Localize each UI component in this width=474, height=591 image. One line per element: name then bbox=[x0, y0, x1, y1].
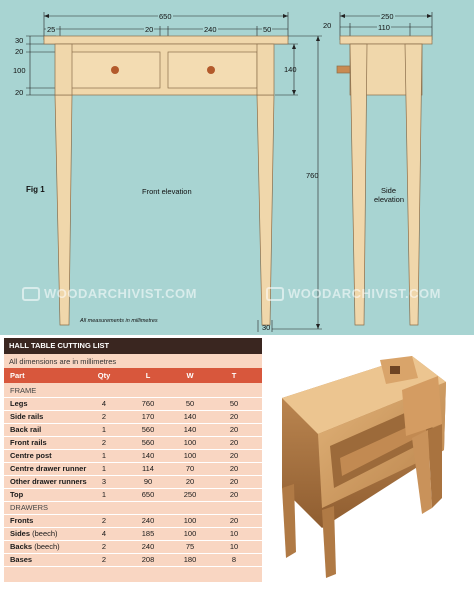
dim-rail-20: 20 bbox=[15, 47, 24, 56]
watermark-logo-icon bbox=[266, 287, 284, 301]
dim-drawer-width: 240 bbox=[204, 25, 217, 34]
length-cell: 650 bbox=[141, 490, 155, 499]
width-cell: 140 bbox=[183, 412, 197, 421]
qty-cell: 2 bbox=[101, 555, 107, 564]
part-cell: Side rails bbox=[10, 412, 44, 421]
section-label: FRAME bbox=[10, 386, 37, 395]
drawer-knob-left bbox=[111, 66, 119, 74]
table-row bbox=[4, 437, 262, 450]
length-cell: 114 bbox=[142, 464, 154, 473]
length-cell: 208 bbox=[141, 555, 155, 564]
width-cell: 75 bbox=[185, 542, 195, 551]
part-cell: Other drawer runners bbox=[10, 477, 87, 486]
table-row bbox=[4, 541, 262, 554]
dim-gap: 20 bbox=[145, 25, 154, 34]
table-row bbox=[4, 554, 262, 567]
header-width: W bbox=[186, 371, 194, 380]
cutting-list-header bbox=[4, 368, 262, 383]
qty-cell: 2 bbox=[101, 542, 107, 551]
dim-drawer-height: 100 bbox=[13, 66, 26, 75]
qty-cell: 3 bbox=[101, 477, 107, 486]
header-length: L bbox=[145, 371, 151, 380]
length-cell: 140 bbox=[141, 451, 155, 460]
header-part: Part bbox=[10, 371, 25, 380]
width-cell: 180 bbox=[183, 555, 197, 564]
watermark-right: WOODARCHIVIST.COM bbox=[266, 286, 441, 301]
qty-cell: 2 bbox=[101, 516, 107, 525]
qty-cell: 1 bbox=[101, 490, 107, 499]
watermark-logo-icon bbox=[22, 287, 40, 301]
dim-top-thickness: 30 bbox=[15, 36, 24, 45]
length-cell: 170 bbox=[141, 412, 155, 421]
width-cell: 100 bbox=[183, 516, 197, 525]
table-photo bbox=[262, 338, 474, 586]
table-row bbox=[4, 476, 262, 489]
dim-apron-height: 140 bbox=[284, 65, 297, 74]
part-cell: Sides (beech) bbox=[10, 529, 58, 538]
watermark-left: WOODARCHIVIST.COM bbox=[22, 286, 197, 301]
part-cell: Fronts bbox=[10, 516, 34, 525]
header-qty: Qty bbox=[97, 371, 111, 380]
dim-total-height: 760 bbox=[306, 171, 319, 180]
header-thickness: T bbox=[231, 371, 237, 380]
thickness-cell: 20 bbox=[229, 412, 239, 421]
qty-cell: 2 bbox=[101, 438, 107, 447]
measurement-note: All measurements in millimetres bbox=[80, 318, 158, 324]
table-row bbox=[4, 515, 262, 528]
dim-rail-bottom: 20 bbox=[15, 88, 24, 97]
front-elevation-caption: Front elevation bbox=[142, 187, 192, 196]
length-cell: 185 bbox=[141, 529, 155, 538]
length-cell: 560 bbox=[141, 425, 155, 434]
length-cell: 90 bbox=[143, 477, 153, 486]
part-note: (beech) bbox=[32, 529, 58, 538]
thickness-cell: 10 bbox=[229, 542, 239, 551]
length-cell: 240 bbox=[141, 542, 155, 551]
drawer-knob-right bbox=[207, 66, 215, 74]
dim-left-offset: 25 bbox=[47, 25, 56, 34]
qty-cell: 4 bbox=[101, 529, 107, 538]
thickness-cell: 20 bbox=[229, 451, 239, 460]
part-cell: Top bbox=[10, 490, 24, 499]
part-note: (beech) bbox=[34, 542, 60, 551]
dim-overall-width: 650 bbox=[159, 12, 172, 21]
width-cell: 50 bbox=[185, 399, 195, 408]
dim-side-inner: 110 bbox=[378, 23, 390, 32]
part-cell: Bases bbox=[10, 555, 33, 564]
qty-cell: 1 bbox=[101, 425, 107, 434]
width-cell: 70 bbox=[185, 464, 195, 473]
table-row bbox=[4, 398, 262, 411]
cutting-list-subtitle: All dimensions are in millimetres bbox=[9, 357, 117, 366]
length-cell: 760 bbox=[141, 399, 155, 408]
thickness-cell: 20 bbox=[229, 477, 239, 486]
table-photo-illustration bbox=[262, 338, 474, 586]
qty-cell: 1 bbox=[101, 451, 107, 460]
part-cell: Centre post bbox=[10, 451, 52, 460]
table-row bbox=[4, 424, 262, 437]
thickness-cell: 20 bbox=[229, 425, 239, 434]
width-cell: 140 bbox=[183, 425, 197, 434]
qty-cell: 2 bbox=[101, 412, 107, 421]
dim-side-depth: 250 bbox=[381, 12, 394, 21]
part-cell: Legs bbox=[10, 399, 28, 408]
figure-label: Fig 1 bbox=[26, 185, 45, 194]
section-label: DRAWERS bbox=[10, 503, 49, 512]
part-cell: Centre drawer runner bbox=[10, 464, 87, 473]
dim-right-offset: 50 bbox=[263, 25, 272, 34]
width-cell: 250 bbox=[183, 490, 197, 499]
thickness-cell: 8 bbox=[231, 555, 237, 564]
width-cell: 100 bbox=[183, 529, 197, 538]
section-heading bbox=[4, 385, 262, 398]
dim-leg-foot: 30 bbox=[262, 323, 271, 332]
dim-side-overhang: 20 bbox=[323, 21, 332, 30]
width-cell: 20 bbox=[185, 477, 195, 486]
length-cell: 560 bbox=[141, 438, 155, 447]
table-row bbox=[4, 411, 262, 424]
cutting-list bbox=[4, 338, 262, 582]
side-caption-line2: elevation bbox=[374, 195, 405, 204]
length-cell: 240 bbox=[141, 516, 155, 525]
thickness-cell: 20 bbox=[229, 438, 239, 447]
part-cell: Back rail bbox=[10, 425, 42, 434]
thickness-cell: 20 bbox=[229, 464, 239, 473]
width-cell: 100 bbox=[183, 451, 197, 460]
section-heading bbox=[4, 502, 262, 515]
thickness-cell: 10 bbox=[229, 529, 239, 538]
thickness-cell: 20 bbox=[229, 490, 239, 499]
qty-cell: 1 bbox=[101, 464, 107, 473]
part-cell: Backs (beech) bbox=[10, 542, 60, 551]
qty-cell: 4 bbox=[101, 399, 107, 408]
table-row bbox=[4, 528, 262, 541]
side-caption-line1: Side bbox=[381, 186, 397, 195]
width-cell: 100 bbox=[183, 438, 197, 447]
part-cell: Front rails bbox=[10, 438, 47, 447]
table-row bbox=[4, 450, 262, 463]
cutting-list-title: HALL TABLE CUTTING LIST bbox=[4, 338, 262, 354]
table-row bbox=[4, 489, 262, 502]
table-row bbox=[4, 463, 262, 476]
thickness-cell: 50 bbox=[229, 399, 239, 408]
thickness-cell: 20 bbox=[229, 516, 239, 525]
